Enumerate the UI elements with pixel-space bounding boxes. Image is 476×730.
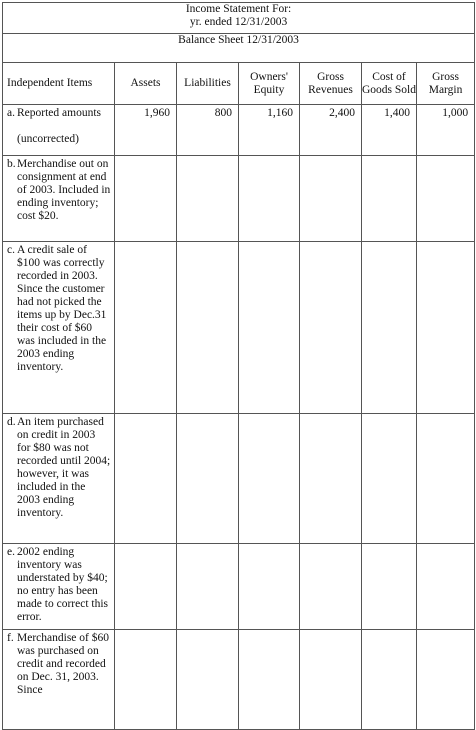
balance-sheet-table — [2, 2, 475, 730]
cell-liabilities[interactable] — [177, 414, 239, 544]
cell-gross-margin[interactable] — [417, 156, 475, 242]
col-header-owners-equity: Owners' Equity — [239, 63, 300, 105]
cell-liabilities: 800 — [177, 105, 239, 156]
cell-liabilities[interactable] — [177, 544, 239, 630]
item-letter: f. — [7, 632, 14, 644]
cell-gross-margin[interactable] — [417, 414, 475, 544]
cell-owners-equity[interactable] — [239, 156, 300, 242]
cell-owners-equity[interactable] — [239, 242, 300, 414]
item-letter: e. — [7, 546, 15, 558]
item-letter: b. — [7, 158, 16, 170]
col-header-gross-margin: Gross Margin — [417, 63, 475, 105]
income-statement-title: Income Statement For: — [185, 3, 292, 15]
item-cell-f — [3, 630, 115, 730]
column-header-row — [3, 63, 475, 105]
income-statement-period: yr. ended 12/31/2003 — [189, 16, 288, 28]
item-letter: c. — [7, 244, 15, 256]
cell-owners-equity[interactable] — [239, 414, 300, 544]
cell-gross-margin[interactable] — [417, 242, 475, 414]
cell-liabilities[interactable] — [177, 630, 239, 730]
col-header-gross-revenues: Gross Revenues — [300, 63, 362, 105]
cell-gross-revenues: 2,400 — [300, 105, 362, 156]
table-row-f — [3, 630, 475, 730]
col-header-items: Independent Items — [3, 63, 115, 105]
item-cell-b — [3, 156, 115, 242]
item-text: A credit sale of $100 was correctly recorded in 2003. Since the customer had not picked the items up by Dec.31 their cost of $60 was included in the 2003 ending inventory. — [17, 244, 107, 373]
balance-sheet-banner-row — [3, 34, 475, 63]
cell-gross-revenues[interactable] — [300, 414, 362, 544]
col-header-liabilities: Liabilities — [177, 63, 239, 105]
cell-assets[interactable] — [115, 242, 177, 414]
item-text: Reported amounts — [17, 107, 101, 119]
cell-gross-margin[interactable] — [417, 544, 475, 630]
item-letter: d. — [7, 416, 16, 428]
table-row-a — [3, 105, 475, 156]
balance-sheet-banner — [3, 34, 475, 63]
cell-liabilities[interactable] — [177, 242, 239, 414]
cell-cogs[interactable] — [362, 414, 417, 544]
cell-gross-revenues[interactable] — [300, 156, 362, 242]
item-cell-d — [3, 414, 115, 544]
cell-cogs: 1,400 — [362, 105, 417, 156]
income-statement-banner — [3, 3, 475, 34]
cell-cogs[interactable] — [362, 544, 417, 630]
col-header-cogs: Cost of Goods Sold — [362, 63, 417, 105]
cell-assets[interactable] — [115, 156, 177, 242]
table-row-c — [3, 242, 475, 414]
table-row-d — [3, 414, 475, 544]
cell-assets[interactable] — [115, 544, 177, 630]
cell-owners-equity[interactable] — [239, 630, 300, 730]
cell-assets[interactable] — [115, 414, 177, 544]
cell-gross-revenues[interactable] — [300, 630, 362, 730]
col-header-assets: Assets — [115, 63, 177, 105]
balance-sheet-title: Balance Sheet 12/31/2003 — [178, 34, 299, 46]
cell-gross-margin: 1,000 — [417, 105, 475, 156]
item-text: Merchandise of $60 was purchased on credit and recorded on Dec. 31, 2003. Since — [17, 632, 109, 696]
cell-assets[interactable] — [115, 630, 177, 730]
cell-owners-equity: 1,160 — [239, 105, 300, 156]
cell-assets: 1,960 — [115, 105, 177, 156]
cell-owners-equity[interactable] — [239, 544, 300, 630]
income-statement-banner-row — [3, 3, 475, 34]
item-letter: a. — [7, 107, 15, 119]
cell-gross-revenues[interactable] — [300, 242, 362, 414]
item-text: 2002 ending inventory was understated by $40; no entry has been made to correct this error. — [17, 546, 109, 623]
item-subtext: (uncorrected) — [17, 133, 79, 145]
item-text: An item purchased on credit in 2003 for $80 was not recorded until 2004; however, it was included in the 2003 ending inventory. — [17, 416, 111, 519]
item-text: Merchandise out on consignment at end of 2003. Included in ending inventory; cost $20. — [17, 158, 111, 222]
table-row-e — [3, 544, 475, 630]
item-cell-e — [3, 544, 115, 630]
cell-cogs[interactable] — [362, 630, 417, 730]
table-row-b — [3, 156, 475, 242]
cell-cogs[interactable] — [362, 242, 417, 414]
cell-cogs[interactable] — [362, 156, 417, 242]
cell-gross-margin[interactable] — [417, 630, 475, 730]
item-cell-a — [3, 105, 115, 156]
cell-liabilities[interactable] — [177, 156, 239, 242]
cell-gross-revenues[interactable] — [300, 544, 362, 630]
item-cell-c — [3, 242, 115, 414]
